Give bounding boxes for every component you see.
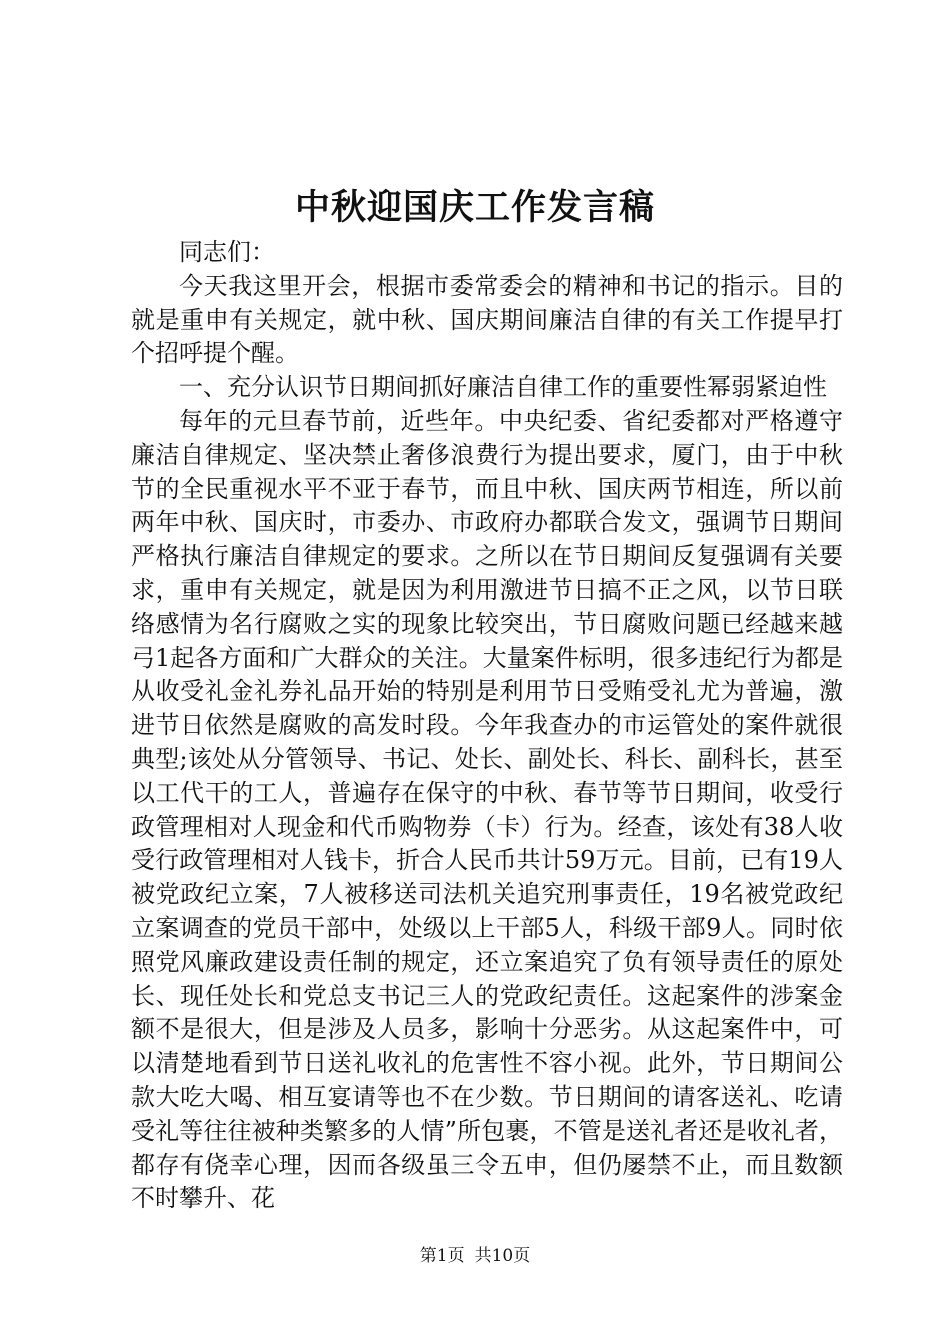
page-total: 共10页 — [474, 1246, 531, 1266]
intro-paragraph: 今天我这里开会，根据市委常委会的精神和书记的指示。目的就是重申有关规定，就中秋、国庆期间廉洁自律的有关工作提早打个招呼提个醒。 — [131, 271, 843, 368]
section-heading-paragraph: 一、充分认识节日期间抓好廉洁自律工作的重要性幂弱紧迫性 — [179, 373, 827, 402]
document-body — [131, 236, 843, 1216]
page-footer — [0, 1244, 950, 1268]
page-number: 第1页 — [419, 1246, 465, 1266]
document-title: 中秋迎国庆工作发言稿 — [294, 187, 655, 228]
salutation-paragraph: 同志们： — [179, 238, 275, 266]
body-paragraph: 每年的元旦春节前，近些年。中央纪委、省纪委都对严格遵守廉洁自律规定、坚决禁止奢侈浪费行为提出要求，厦门，由于中秋节的全民重视水平不亚于春节，而且中秋、国庆两节相连，所以前两年中秋、国庆时，市委办、市政府办都联合发文，强调节日期间严格执行廉洁自律规定的要求。之所以在节日期间反复强调有关要求，重申有关规定，就是因为利用激进节日搞不正之风，以节日联络感情为名行腐败之实的现象比较突出，节日腐败问题已经越来越弓1起各方面和广大群众的关注。大量案件标明，很多违纪行为都是从收受礼金礼券礼品开始的特别是利用节日受贿受礼尤为普遍，激进节日依然是腐败的高发时段。今年我查办的市运管处的案件就很典型;该处从分管领导、书记、处长、副处长、科长、副科长，甚至以工代干的工人，普遍存在保守的中秋、春节等节日期间，收受行政管理相对人现金和代币购物券（卡）行为。经查，该处有38人收受行政管理相对人钱卡，折合人民币共计59万元。目前，已有19人被党政纪立案，7人被移送司法机关追究刑事责任，19名被党政纪立案调查的党员干部中，处级以上干部5人，科级干部9人。同时依照党风廉政建设责任制的规定，还立案追究了负有领导责任的原处长、现任处长和党总支书记三人的党政纪责任。这起案件的涉案金额不是很大，但是涉及人员多，影响十分恶劣。从这起案件中，可以清楚地看到节日送礼收礼的危害性不容小视。此外，节日期间公款大吃大喝、相互宴请等也不在少数。节日期间的请客送礼、吃请受礼等往往被种类繁多的人情”所包裹，不管是送礼者还是收礼者，都存有侥幸心理，因而各级虽三令五申，但仍屡禁不止，而且数额不时攀升、花 — [131, 406, 843, 1213]
